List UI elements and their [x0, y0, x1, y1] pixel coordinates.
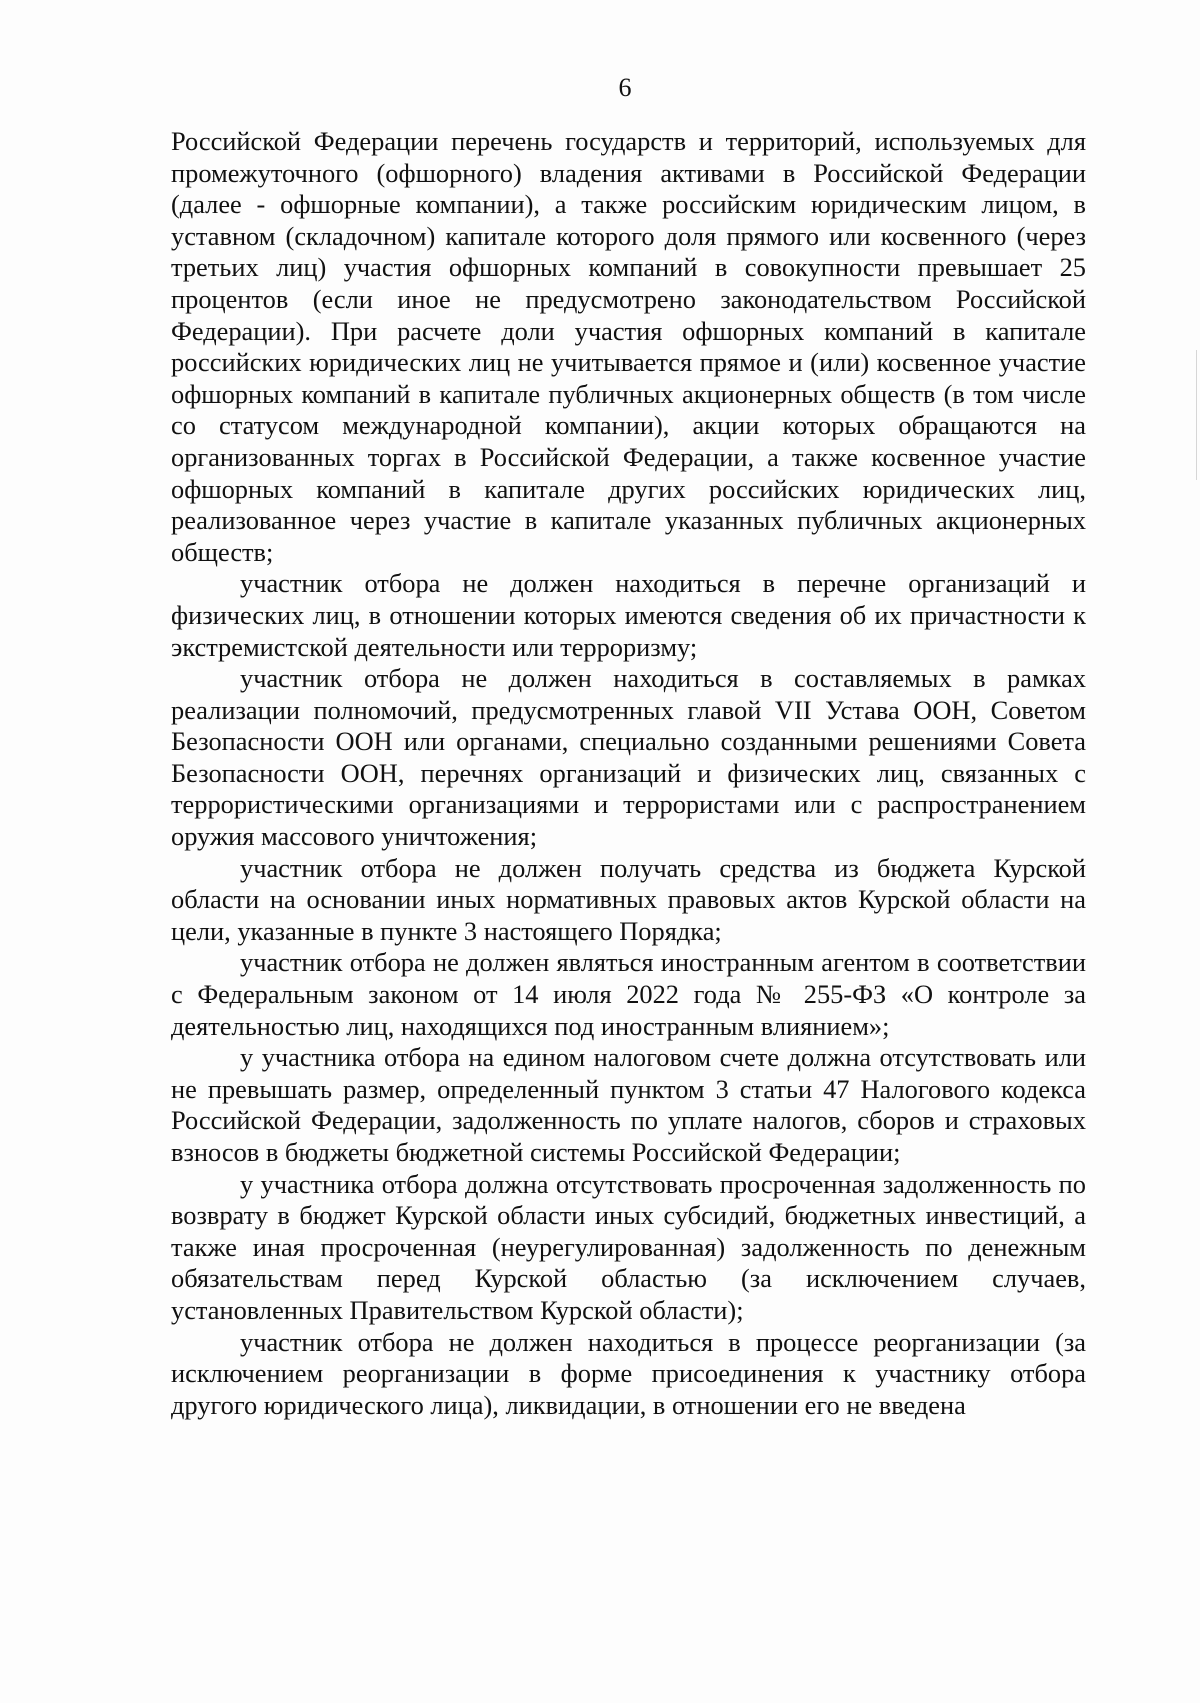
paragraph-2: участник отбора не должен находиться в перечне организаций и физических лиц, в отношении которых имеются сведения об их причастности к экстремистской деятельности или терроризму;: [171, 568, 1086, 662]
document-body: [171, 126, 1086, 1421]
paragraph-3: участник отбора не должен находиться в составляемых в рамках реализации полномочий, предусмотренных главой VII Устава ООН, Советом Безопасности ООН или органами, специально созданными решениями Совета Безопасности ООН, перечнях организаций и физических лиц, связанных с террористическими организациями и террористами или с распространением оружия массового уничтожения;: [171, 663, 1086, 852]
paragraph-4: участник отбора не должен получать средства из бюджета Курской области на основании иных нормативных правовых актов Курской области на цели, указанные в пункте 3 настоящего Порядка;: [171, 852, 1086, 946]
paragraph-5: участник отбора не должен являться иностранным агентом в соответствии с Федеральным законом от 14 июля 2022 года № 255-ФЗ «О контроле за деятельностью лиц, находящихся под иностранным влиянием»;: [171, 947, 1086, 1041]
scan-edge-line: [1196, 350, 1197, 480]
paragraph-8: участник отбора не должен находиться в процессе реорганизации (за исключением реорганизации в форме присоединения к участнику отбора другого юридического лица), ликвидации, в отношении его не введена: [171, 1326, 1086, 1420]
paragraph-7: у участника отбора должна отсутствовать просроченная задолженность по возврату в бюджет Курской области иных субсидий, бюджетных инвестиций, а также иная просроченная (неурегулированная) задолженность по денежным обязательствам перед Курской областью (за исключением случаев, установленных Правительством Курской области);: [171, 1168, 1086, 1325]
paragraph-1: Российской Федерации перечень государств и территорий, используемых для промежуточного (офшорного) владения активами в Российской Федерации (далее - офшорные компании), а также российским юридическим лицом, в уставном (складочном) капитале которого доля прямого или косвенного (через третьих лиц) участия офшорных компаний в совокупности превышает 25 процентов (если иное не предусмотрено законодательством Российской Федерации). При расчете доли участия офшорных компаний в капитале российских юридических лиц не учитывается прямое и (или) косвенное участие офшорных компаний в капитале публичных акционерных обществ (в том числе со статусом международной компании), акции которых обращаются на организованных торгах в Российской Федерации, а также косвенное участие офшорных компаний в капитале других российских юридических лиц, реализованное через участие в капитале указанных публичных акционерных обществ;: [171, 126, 1086, 567]
page-number: 6: [618, 73, 632, 102]
paragraph-6: у участника отбора на едином налоговом счете должна отсутствовать или не превышать размер, определенный пунктом 3 статьи 47 Налогового кодекса Российской Федерации, задолженность по уплате налогов, сборов и страховых взносов в бюджеты бюджетной системы Российской Федерации;: [171, 1042, 1086, 1167]
